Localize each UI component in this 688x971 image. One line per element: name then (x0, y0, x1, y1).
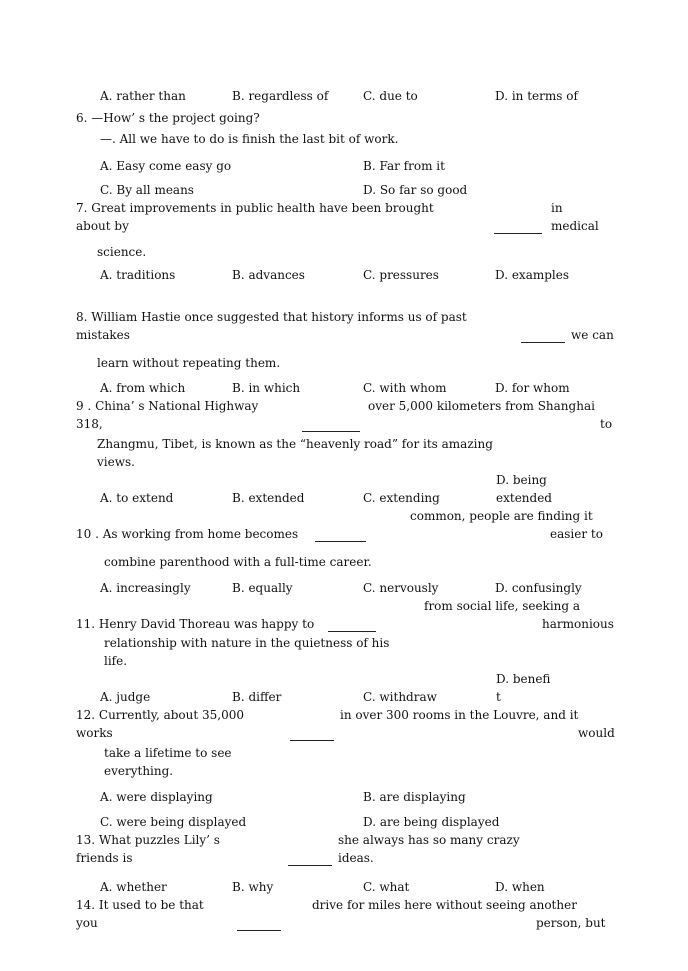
q8-question-part4: learn without repeating them. (97, 356, 281, 370)
q14-blank (237, 930, 281, 931)
q9-question-part5: Zhangmu, Tibet, is known as the “heavenly road” for its amazing (97, 437, 493, 451)
q11-question-part5: life. (104, 654, 128, 668)
q7-question-part3: about by (76, 219, 129, 233)
q6-question: 6. —How’ s the project going? (76, 111, 260, 125)
q12-option-b: B. are displaying (363, 790, 466, 804)
q12-question-part6: everything. (104, 764, 174, 778)
q7-option-c: C. pressures (363, 268, 439, 282)
q7-blank (494, 233, 542, 234)
q13-option-a: A. whether (100, 880, 167, 894)
q12-question-part2: in over 300 rooms in the Louvre, and it (340, 708, 579, 722)
q10-question-part1: common, people are finding it (410, 509, 593, 523)
q9-question-part2: over 5,000 kilometers from Shanghai (368, 399, 595, 413)
q8-option-a: A. from which (100, 381, 186, 395)
q12-question-part3: works (76, 726, 113, 740)
q7-option-d: D. examples (495, 268, 570, 282)
q14-question-part1: 14. It used to be that (76, 898, 204, 912)
q9-option-d: D. being (496, 473, 547, 487)
q6-option-c: C. By all means (100, 183, 194, 197)
q6-option-b: B. Far from it (363, 159, 445, 173)
q8-blank (521, 342, 565, 343)
q9-option-b: B. extended (232, 491, 305, 505)
q12-question-part4: would (578, 726, 615, 740)
q10-question-part4: combine parenthood with a full-time career. (104, 555, 372, 569)
q10-question-part2: 10 . As working from home becomes (76, 527, 299, 541)
q11-option-d: D. benefi (496, 672, 551, 686)
q8-question-part2: mistakes (76, 328, 130, 342)
q12-question-part1: 12. Currently, about 35,000 (76, 708, 244, 722)
q11-option-c: C. withdraw (363, 690, 437, 704)
q7-question-part4: medical (551, 219, 599, 233)
q13-question-part3: friends is (76, 851, 133, 865)
q9-question-part4: to (600, 417, 613, 431)
q13-question-part4: ideas. (338, 851, 374, 865)
q14-question-part3: you (76, 916, 98, 930)
q10-option-c: C. nervously (363, 581, 439, 595)
q10-blank (315, 541, 366, 542)
q10-option-b: B. equally (232, 581, 293, 595)
q13-option-d: D. when (495, 880, 545, 894)
q8-option-b: B. in which (232, 381, 301, 395)
q8-question-part1: 8. William Hastie once suggested that history informs us of past (76, 310, 467, 324)
q5-option-a: A. rather than (100, 89, 186, 103)
q9-question-part3: 318, (76, 417, 103, 431)
q6-answer-line: —. All we have to do is finish the last bit of work. (100, 132, 399, 146)
q10-question-part3: easier to (550, 527, 603, 541)
q11-option-a: A. judge (100, 690, 151, 704)
q7-question-part5: science. (97, 245, 147, 259)
q9-blank (302, 431, 360, 432)
q12-option-d: D. are being displayed (363, 815, 500, 829)
q8-option-d: D. for whom (495, 381, 570, 395)
q13-question-part2: she always has so many crazy (338, 833, 520, 847)
q10-option-a: A. increasingly (100, 581, 191, 595)
q11-question-part1: from social life, seeking a (424, 599, 581, 613)
q8-question-part3: we can (571, 328, 614, 342)
q5-option-c: C. due to (363, 89, 418, 103)
q12-blank (290, 740, 334, 741)
q9-option-c: C. extending (363, 491, 440, 505)
q12-option-a: A. were displaying (100, 790, 213, 804)
q13-blank (288, 865, 332, 866)
q11-question-part2: 11. Henry David Thoreau was happy to (76, 617, 315, 631)
q9-option-d-continued: extended (496, 491, 552, 505)
q5-option-d: D. in terms of (495, 89, 578, 103)
q11-question-part3: harmonious (542, 617, 614, 631)
q9-option-a: A. to extend (100, 491, 174, 505)
q11-blank (328, 631, 376, 632)
q7-option-b: B. advances (232, 268, 305, 282)
q11-question-part4: relationship with nature in the quietness of his (104, 636, 390, 650)
q11-option-b: B. differ (232, 690, 282, 704)
q12-question-part5: take a lifetime to see (104, 746, 232, 760)
q9-question-part6: views. (97, 455, 135, 469)
q7-option-a: A. traditions (100, 268, 176, 282)
q14-question-part2: drive for miles here without seeing another (312, 898, 577, 912)
q11-option-d-continued: t (496, 690, 501, 704)
q12-option-c: C. were being displayed (100, 815, 247, 829)
q13-option-b: B. why (232, 880, 274, 894)
q7-question-part1: 7. Great improvements in public health have been brought (76, 201, 434, 215)
q13-option-c: C. what (363, 880, 410, 894)
q7-question-part2: in (551, 201, 563, 215)
q13-question-part1: 13. What puzzles Lily’ s (76, 833, 220, 847)
q6-option-d: D. So far so good (363, 183, 468, 197)
q14-question-part4: person, but (536, 916, 606, 930)
q8-option-c: C. with whom (363, 381, 447, 395)
q10-option-d: D. confusingly (495, 581, 582, 595)
q6-option-a: A. Easy come easy go (100, 159, 232, 173)
q9-question-part1: 9 . China’ s National Highway (76, 399, 259, 413)
q5-option-b: B. regardless of (232, 89, 329, 103)
